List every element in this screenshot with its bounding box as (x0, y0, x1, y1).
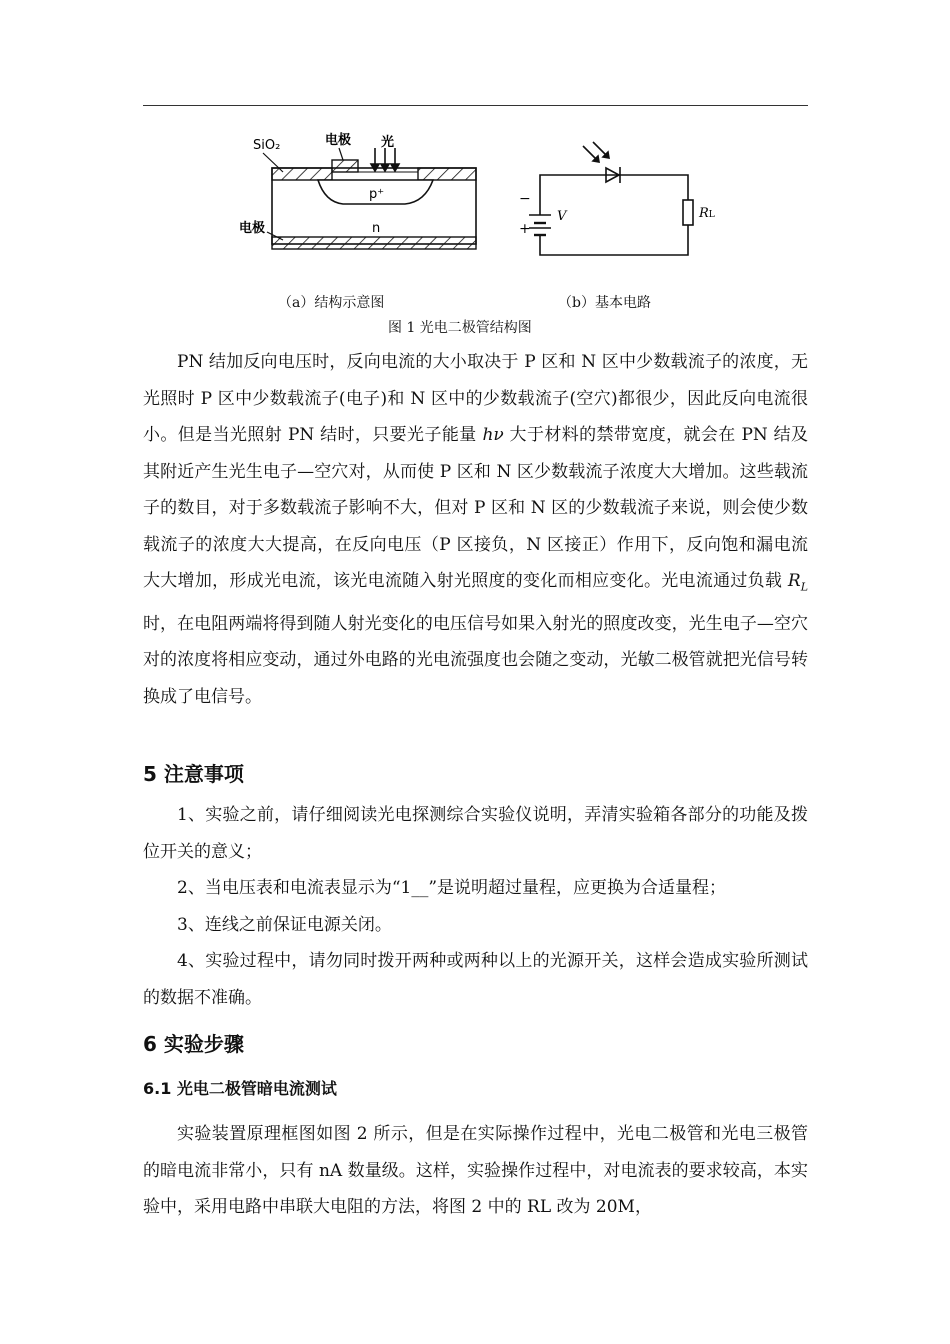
paragraph-1 (143, 344, 808, 715)
rl-symbol: $R_L$ (787, 571, 808, 594)
sio2-layer-right (418, 168, 476, 180)
section-6-1-paragraph (143, 1116, 808, 1226)
bottom-electrode (272, 237, 476, 249)
p-plus-label: p⁺ (369, 187, 385, 202)
minus-label: − (519, 191, 531, 207)
load-resistor (683, 200, 693, 225)
figure-1 (143, 120, 808, 340)
sio2-label: SiO₂ (253, 138, 281, 153)
electrode-bottom-label: 电极 (239, 221, 266, 236)
caption-a: （a）结构示意图 (278, 295, 385, 311)
light-arrows (371, 148, 399, 171)
header-rule (143, 105, 808, 106)
list-item: 3、连线之前保证电源关闭。 (177, 914, 392, 935)
section-6-1-title: 6.1 光电二极管暗电流测试 (143, 1079, 337, 1098)
figure-1-caption: 图 1 光电二极管结构图 (388, 320, 532, 336)
section-5-list (143, 797, 808, 1016)
top-electrode (332, 160, 358, 172)
section-6-1-text: 实验装置原理框图如图 2 所示，但是在实际操作过程中，光电二极管和光电三极管的暗电流非常小，只有 nA 数量级。这样，实验操作过程中，对电流表的要求较高，本实验中，采用电路中串联大电阻的方法，将图 2 中的 RL 改为 20M， (143, 1124, 808, 1217)
list-item: 4、实验过程中，请勿同时拨开两种或两种以上的光源开关，这样会造成实验所测试的数据不准确。 (143, 951, 808, 1008)
light-label: 光 (381, 135, 395, 150)
v-label: V (557, 209, 567, 224)
list-item: 1、实验之前，请仔细阅读光电探测综合实验仪说明，弄清实验箱各部分的功能及拨位开关的意义； (143, 805, 808, 862)
hv-symbol: hν (482, 425, 504, 445)
structure-diagram (239, 132, 476, 249)
section-5-title: 5 注意事项 (143, 762, 244, 786)
circuit-diagram (529, 142, 693, 255)
section-6-title: 6 实验步骤 (143, 1032, 244, 1056)
n-label: n (372, 221, 381, 236)
photodiode-figure (143, 120, 808, 340)
paragraph-1-text: PN 结加反向电压时，反向电流的大小取决于 P 区和 N 区中少数载流子的浓度，无光照时 P 区中少数载流子(电子)和 N 区中的少数载流子(空穴)都很少，因此反向电流很小。但是当光照射 PN 结时，只要光子能量 hν 大于材料的禁带宽度，就会在 PN 结及其附近产生光生电子—空穴对，从而使 P 区和 N 区少数载流子浓度大大增加。这些载流子的数目，对于多数载流子影响不大，但对 P 区和 N 区的少数载流子来说，则会使少数载流子的浓度大大提高，在反向电压（P 区接负，N 区接正）作用下，反向饱和漏电流大大增加，形成光电流，该光电流随入射光照度的变化而相应变化。光电流通过负载 $R_L$ 时，在电阻两端将得到随人射光变化的电压信号如果入射光的照度改变，光生电子—空穴对的浓度将相应变动，通过外电路的光电流强度也会随之变动，光敏二极管就把光信号转换成了电信号。 (143, 352, 809, 707)
caption-b: （b）基本电路 (558, 295, 651, 311)
plus-label: + (519, 221, 531, 237)
electrode-top-label: 电极 (325, 133, 352, 148)
list-item: 2、当电压表和电流表显示为“1__”是说明超过量程，应更换为合适量程； (177, 878, 727, 898)
rl-label: RL (699, 206, 715, 221)
